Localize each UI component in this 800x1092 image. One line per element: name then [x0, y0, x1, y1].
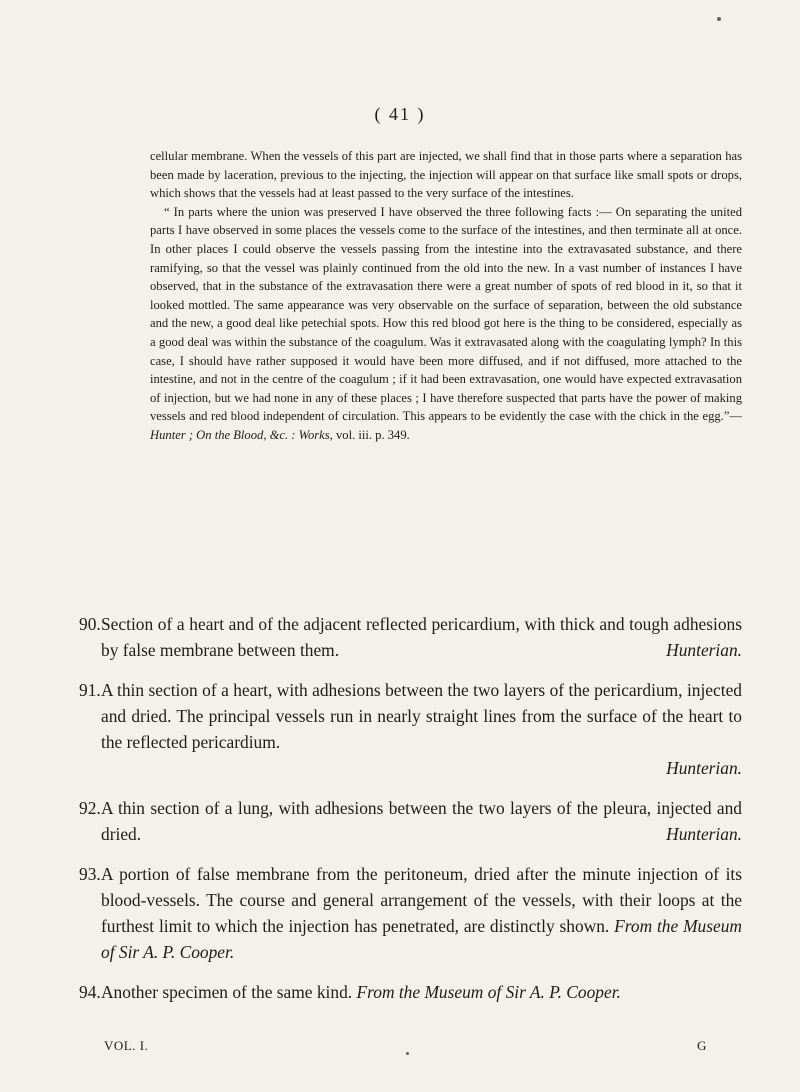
catalogue-entry-93: [81, 861, 742, 965]
entry-text: A thin section of a lung, with adhesions between the two layers of the pleura, injected and dried.: [101, 798, 742, 844]
entry-source: Hunterian.: [666, 758, 742, 778]
entry-text: Another specimen of the same kind.: [101, 982, 353, 1002]
entry-source: From the Museum of Sir A. P. Cooper.: [356, 982, 621, 1002]
note-paragraph-2-text: “ In parts where the union was preserved I have observed the three following facts :— On separating the united parts I have observed in some places the vessels come to the surface of the intestines, and then terminate all at once. In other places I could observe the vessels passing from the intestine into the extravasated substance, and there ramifying, so that the vessel was plainly continued from the old into the new. In a vast number of instances I have observed, that in the substance of the extravasation there were a great number of spots of red blood in it, so that it looked mottled. The same appearance was very observable on the surface of separation, between the old substance and the new, a good deal like petechial spots. How this red blood got here is the thing to be considered, especially as a good deal was within the substance of the coagulum. Was it extravasated along with the coagulating lymph? In this case, I should have rather supposed it would have been more diffused, and if not diffused, more attached to the intestine, and not in the centre of the coagulum ; if it had been extravasation, one would have expected extravasation of injection, but we had none in any of these places ; I have therefore suspected that parts have the power of making vessels and red blood independent of circulation. This appears to be evidently the case with the chick in the egg.”—: [150, 204, 742, 424]
catalogue-entry-90: [81, 611, 742, 663]
ink-speck: [717, 17, 721, 21]
entry-number: 92.: [79, 798, 101, 818]
entry-number: 94.: [79, 982, 101, 1002]
note-paragraph-1: cellular membrane. When the vessels of this part are injected, we shall find that in those parts where a separation has been made by laceration, previous to the injecting, the injection will appear on that surface like small spots or drops, which shows that the vessels had at least passed to the very surface of the intestines.: [150, 149, 742, 201]
note-paragraph-2: [150, 203, 742, 445]
volume-label: VOL. I.: [104, 1038, 149, 1053]
signature-mark: G: [697, 1038, 707, 1053]
entry-number: 91.: [79, 680, 101, 700]
page-number: ( 41 ): [374, 104, 426, 124]
note-citation: Hunter ; On the Blood, &c. : Works,: [150, 427, 333, 442]
entry-source: From the Museum of Sir A. P. Cooper.: [101, 916, 742, 962]
catalogue-entry-94: [81, 979, 742, 1005]
note-citation-end: vol. iii. p. 349.: [332, 427, 410, 442]
entry-source: Hunterian.: [666, 640, 742, 660]
catalogue-entry-92: [81, 795, 742, 847]
catalogue-entry-91: [81, 677, 742, 781]
entry-text: A thin section of a heart, with adhesions between the two layers of the pericardium, injected and dried. The principal vessels run in nearly straight lines from the surface of the heart to the reflected pericardium.: [101, 680, 742, 752]
catalogue-entries: [81, 611, 742, 1005]
entry-text: Section of a heart and of the adjacent reflected pericardium, with thick and tough adhesions by false membrane between them.: [101, 614, 742, 660]
ink-speck: [406, 1052, 409, 1055]
entry-source: Hunterian.: [666, 824, 742, 844]
entry-number: 90.: [79, 614, 101, 634]
entry-text: A portion of false membrane from the peritoneum, dried after the minute injection of its blood-vessels. The course and general arrangement of the vessels, with their loops at the furthest limit to which the injection has penetrated, are distinctly shown.: [101, 864, 742, 936]
quoted-footnote: [150, 147, 742, 445]
entry-number: 93.: [79, 864, 101, 884]
